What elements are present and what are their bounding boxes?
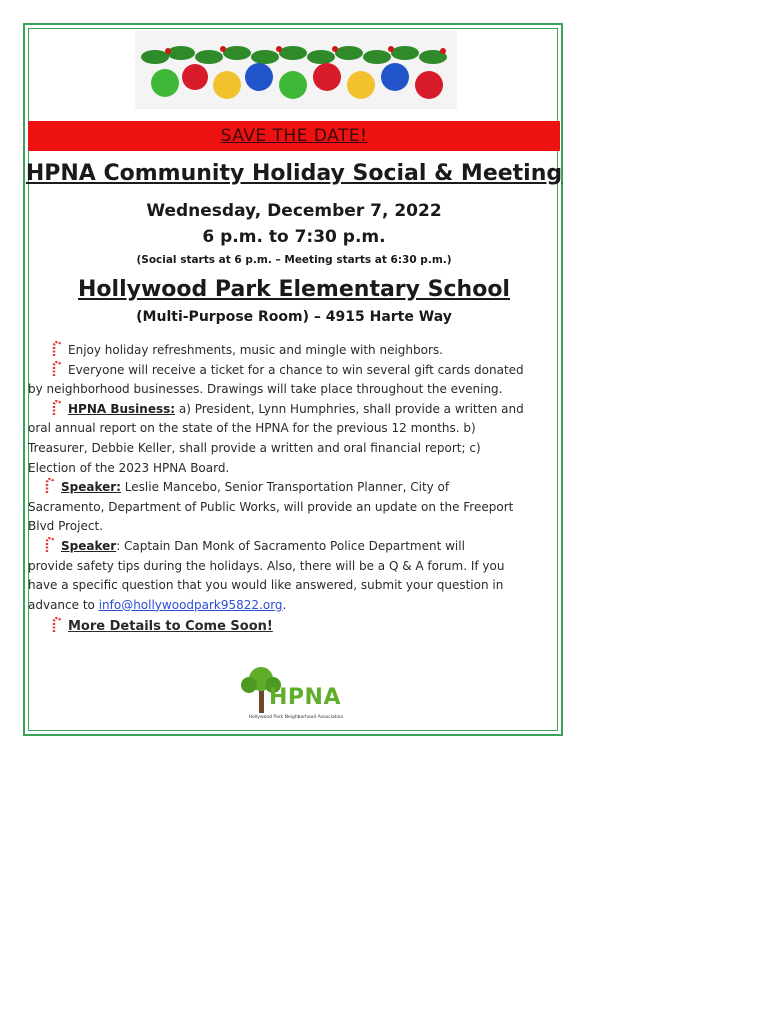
bullet-continuation: Blvd Project. xyxy=(28,519,103,534)
bullet-continuation: by neighborhood businesses. Drawings will take place throughout the evening. xyxy=(28,382,503,397)
candy-cane-icon xyxy=(50,361,62,377)
event-room-address: (Multi-Purpose Room) – 4915 Harte Way xyxy=(136,309,452,325)
list-item xyxy=(28,400,563,420)
candy-cane-icon xyxy=(50,617,62,633)
bullet-text: : Captain Dan Monk of Sacramento Police Department will xyxy=(116,538,465,553)
logo-subtitle: Hollywood Park Neighborhood Association xyxy=(248,715,344,720)
list-item xyxy=(28,361,563,381)
more-details-text: More Details to Come Soon! xyxy=(68,619,273,635)
event-title: HPNA Community Holiday Social & Meeting xyxy=(25,161,563,186)
event-details xyxy=(28,341,563,637)
save-the-date-banner xyxy=(28,121,560,151)
speaker-label: Speaker: xyxy=(61,480,121,495)
bullet-continuation: oral annual report on the state of the HPNA for the previous 12 months. b) xyxy=(28,421,476,436)
event-venue: Hollywood Park Elementary School xyxy=(78,277,510,302)
bullet-continuation: Treasurer, Debbie Keller, shall provide a written and oral financial report; c) xyxy=(28,440,481,455)
hpna-logo xyxy=(239,665,353,727)
bullet-text: . xyxy=(282,597,287,612)
bullet-continuation xyxy=(28,596,563,616)
event-date: Wednesday, December 7, 2022 xyxy=(146,201,442,221)
list-item xyxy=(28,617,563,637)
ornament-balls xyxy=(151,63,443,99)
banner-text: SAVE THE DATE! xyxy=(220,126,368,146)
candy-cane-icon xyxy=(43,537,55,553)
holly-leaves xyxy=(141,46,447,64)
bullet-text: Enjoy holiday refreshments, music and mingle with neighbors. xyxy=(68,343,443,357)
bullet-continuation: Sacramento, Department of Public Works, will provide an update on the Freeport xyxy=(28,499,514,514)
bullet-text: Leslie Mancebo, Senior Transportation Planner, City of xyxy=(120,480,450,495)
event-time: 6 p.m. to 7:30 p.m. xyxy=(202,227,386,247)
candy-cane-icon xyxy=(43,478,55,494)
bullet-text: Everyone will receive a ticket for a chance to win several gift cards donated xyxy=(68,362,524,377)
candy-cane-icon xyxy=(50,341,62,357)
list-item xyxy=(28,478,563,498)
email-link[interactable]: info@hollywoodpark95822.org xyxy=(98,597,283,612)
candy-cane-icon xyxy=(50,400,62,416)
bullet-continuation: have a specific question that you would like answered, submit your question in xyxy=(28,578,504,593)
ornament-garland-image xyxy=(135,31,457,109)
bullet-continuation: Election of the 2023 HPNA Board. xyxy=(28,460,230,475)
logo-text: HPNA xyxy=(269,685,341,710)
bullet-text: advance to xyxy=(28,597,99,612)
bullet-text: a) President, Lynn Humphries, shall provide a written and xyxy=(175,401,524,416)
flyer xyxy=(23,23,563,736)
bullet-continuation: provide safety tips during the holidays. Also, there will be a Q & A forum. If you xyxy=(28,558,505,573)
list-item xyxy=(28,341,563,361)
speaker-label: Speaker xyxy=(61,538,117,553)
hpna-business-label: HPNA Business: xyxy=(68,401,176,416)
list-item xyxy=(28,537,563,557)
event-schedule-note: (Social starts at 6 p.m. – Meeting starts at 6:30 p.m.) xyxy=(136,254,452,266)
